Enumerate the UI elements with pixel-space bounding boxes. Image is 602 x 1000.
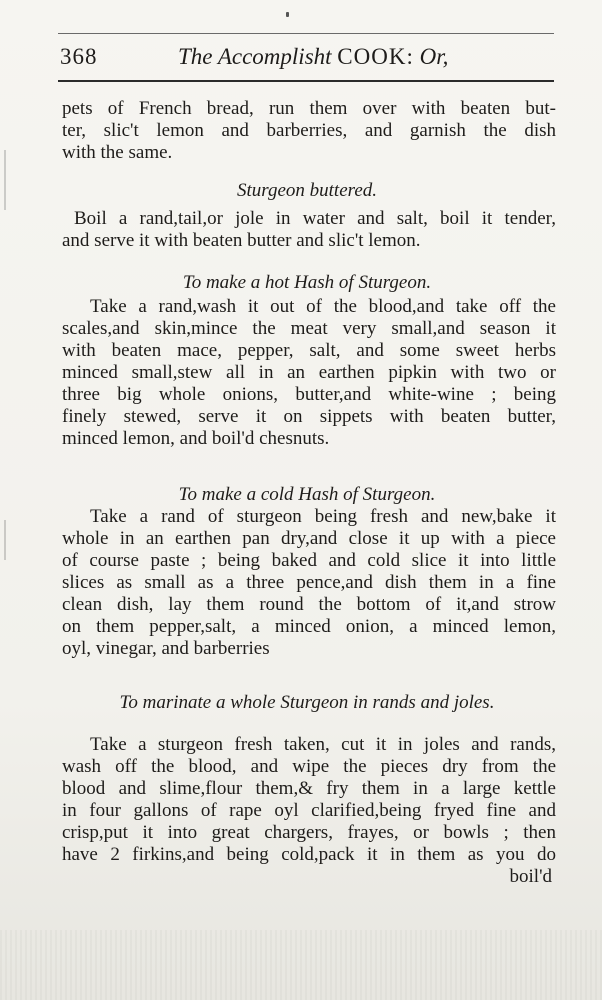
text-line: Take a sturgeon fresh taken, cut it in joles and rands, <box>90 734 556 755</box>
text-line: and serve it with beaten butter and slic't lemon. <box>62 230 421 251</box>
recipe-paragraph <box>62 296 556 450</box>
text-line: crisp,put it into great chargers, frayes, or bowls ; then <box>62 822 556 843</box>
text-line: clean dish, lay them round the bottom of it,and strow <box>62 594 556 615</box>
text-line: whole in an earthen pan dry,and close it up with a piece <box>62 528 556 549</box>
running-title-end: Or, <box>419 44 449 69</box>
text-line: pets of French bread, run them over with beaten but- <box>62 98 556 119</box>
text-line: in four gallons of rape oyl clarified,being fryed fine and <box>62 800 556 821</box>
running-title-italic: The Accomplisht <box>178 44 332 69</box>
recipe-heading: To make a cold Hash of Sturgeon. <box>178 484 436 505</box>
header-rule <box>58 80 554 82</box>
text-line: wash off the blood, and wipe the pieces dry from the <box>62 756 556 777</box>
text-line: blood and slime,flour them,& fry them in a large kettle <box>62 778 556 799</box>
paragraph-continuation <box>62 98 556 164</box>
text-line: Take a rand,wash it out of the blood,and take off the <box>90 296 556 317</box>
text-line: minced lemon, and boil'd chesnuts. <box>62 428 330 449</box>
ink-speck <box>286 12 289 17</box>
text-line: on them pepper,salt, a minced onion, a minced lemon, <box>62 616 556 637</box>
running-title-caps: COOK: <box>337 44 414 69</box>
scan-noise <box>0 930 602 1000</box>
recipe-paragraph <box>62 506 556 660</box>
text-line: oyl, vinegar, and barberries <box>62 638 270 659</box>
text-line: ter, slic't lemon and barberries, and garnish the dish <box>62 120 556 141</box>
recipe-paragraph <box>62 734 556 866</box>
text-line: Take a rand of sturgeon being fresh and new,bake it <box>90 506 556 527</box>
recipe-heading: To make a hot Hash of Sturgeon. <box>182 272 432 293</box>
text-line: three big whole onions, butter,and white-wine ; being <box>62 384 556 405</box>
running-title <box>178 44 448 70</box>
recipe-heading: Sturgeon buttered. <box>236 180 377 201</box>
page-header <box>60 44 554 78</box>
text-line: finely stewed, serve it on sippets with beaten butter, <box>62 406 556 427</box>
text-line: slices as small as a three pence,and dish them in a fine <box>62 572 556 593</box>
text-line: Boil a rand,tail,or jole in water and salt, boil it tender, <box>74 208 556 229</box>
text-line: scales,and skin,mince the meat very small,and season it <box>62 318 556 339</box>
page-number: 368 <box>60 44 98 69</box>
text-line: of course paste ; being baked and cold slice it into little <box>62 550 556 571</box>
recipe-heading: To marinate a whole Sturgeon in rands and joles. <box>119 692 495 713</box>
top-rule <box>58 33 554 34</box>
recipe-paragraph <box>62 208 556 252</box>
catchword: boil'd <box>509 866 552 887</box>
text-line: with beaten mace, pepper, salt, and some sweet herbs <box>62 340 556 361</box>
page-edge-shadow <box>4 150 6 210</box>
text-line: have 2 firkins,and being cold,pack it in them as you do <box>62 844 556 865</box>
page-edge-shadow <box>4 520 6 560</box>
text-line: with the same. <box>62 142 173 163</box>
text-line: minced small,stew all in an earthen pipkin with two or <box>62 362 556 383</box>
